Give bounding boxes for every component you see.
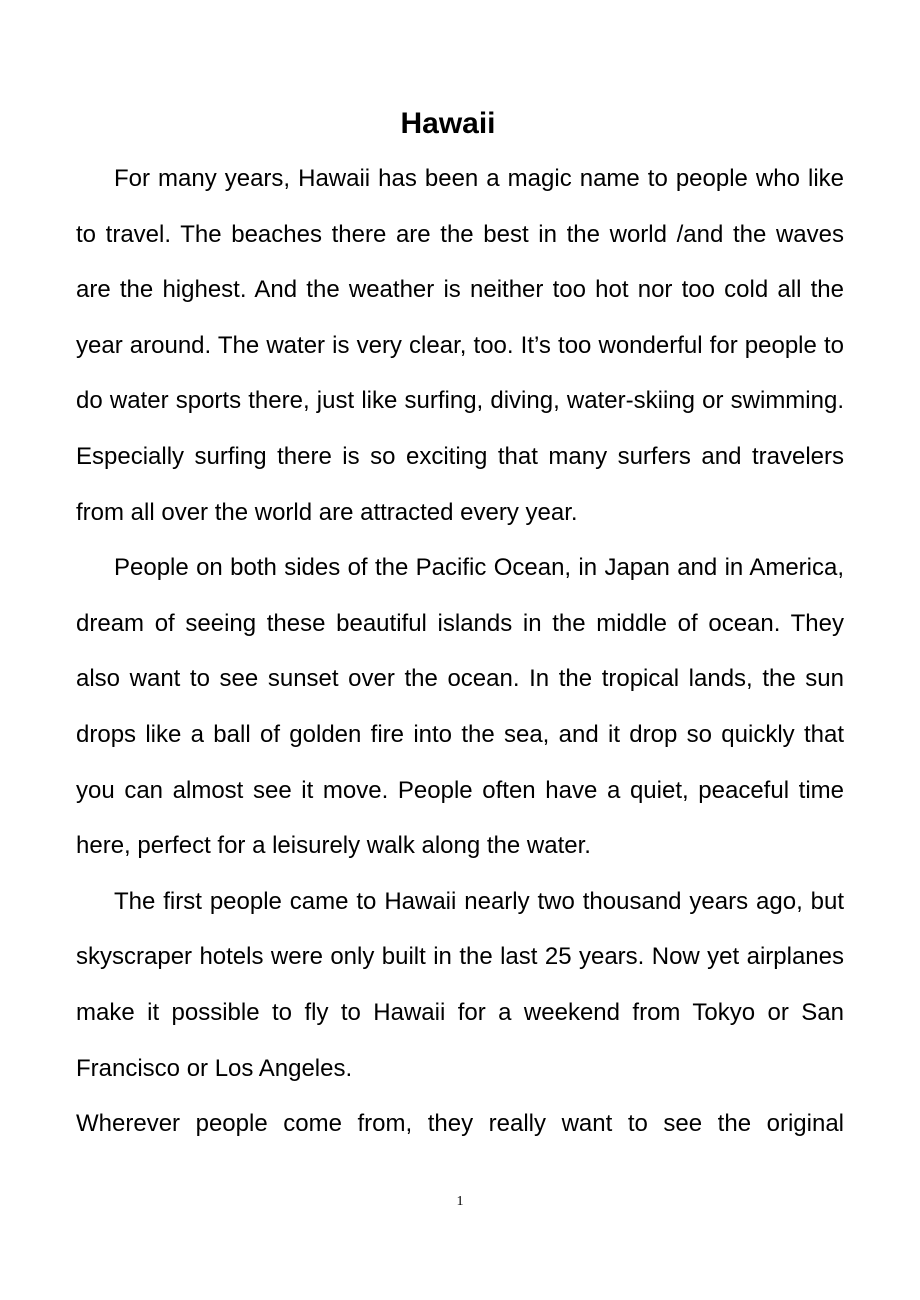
- document-body: [76, 151, 844, 1152]
- document-title: Hawaii: [400, 107, 496, 140]
- paragraph-3: The first people came to Hawaii nearly two thousand years ago, but skyscraper hotels were only built in the last 25 years. Now yet airplanes make it possible to fly to Hawaii for a weekend from Tokyo or San Francisco or Los Angeles.: [76, 887, 844, 1082]
- page-number: 1: [456, 1194, 464, 1209]
- paragraph-4: Wherever people come from, they really want to see the original: [76, 1110, 844, 1138]
- paragraph-2: People on both sides of the Pacific Ocean, in Japan and in America, dream of seeing these beautiful islands in the middle of ocean. They also want to see sunset over the ocean. In the tropical lands, the sun drops like a ball of golden fire into the sea, and it drop so quickly that you can almost see it move. People often have a quiet, peaceful time here, perfect for a leisurely walk along the water.: [76, 554, 844, 860]
- paragraph-1: For many years, Hawaii has been a magic name to people who like to travel. The beaches there are the best in the world /and the waves are the highest. And the weather is neither too hot nor too cold all the year around. The water is very clear, too. It’s too wonderful for people to do water sports there, just like surfing, diving, water-skiing or swimming. Especially surfing there is so exciting that many surfers and travelers from all over the world are attracted every year.: [76, 165, 844, 526]
